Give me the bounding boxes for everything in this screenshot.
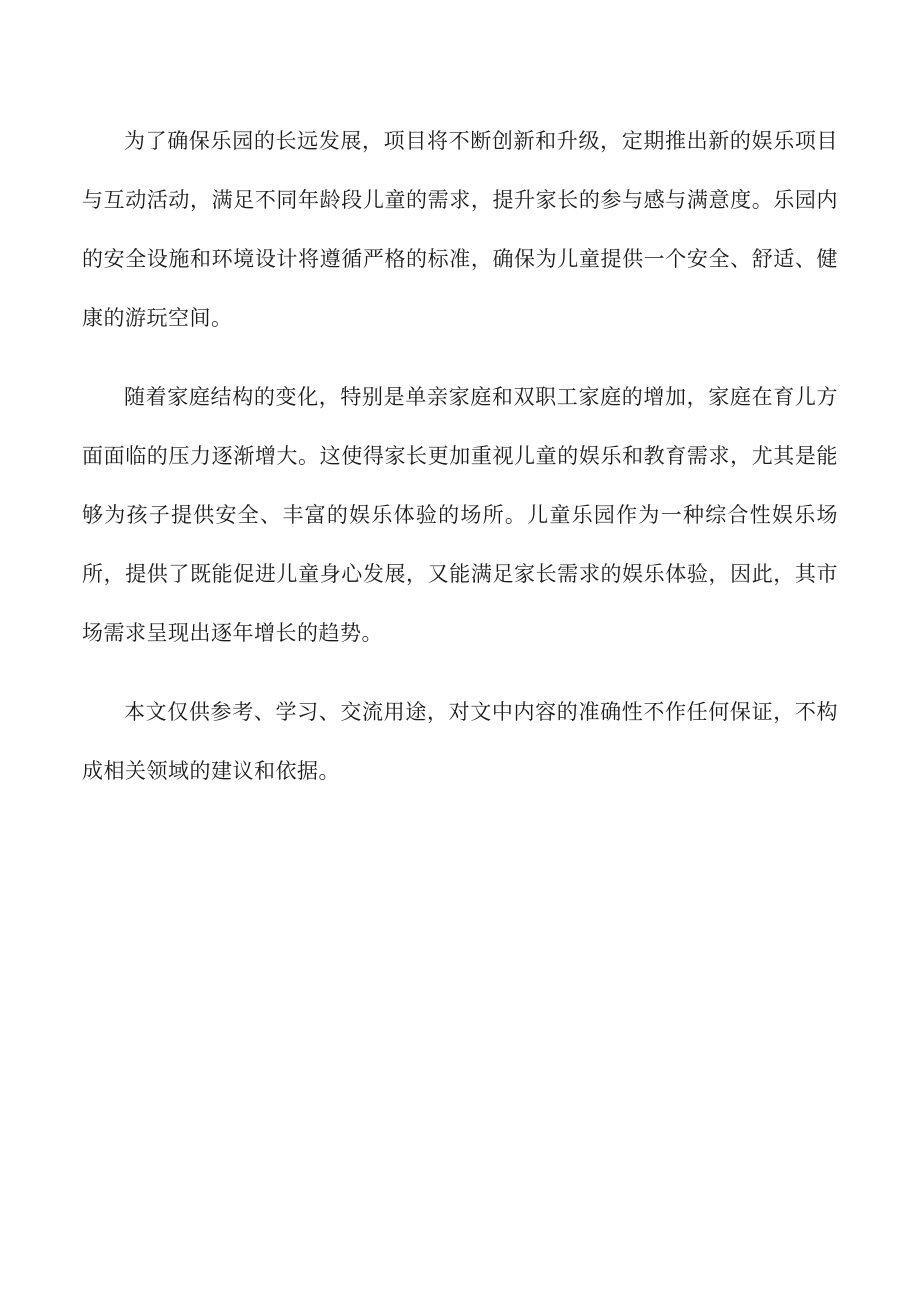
paragraph-disclaimer: 本文仅供参考、学习、交流用途，对文中内容的准确性不作任何保证，不构成相关领域的建议和依据。	[82, 700, 838, 783]
document-body	[82, 112, 838, 821]
paragraph-development: 为了确保乐园的长远发展，项目将不断创新和升级，定期推出新的娱乐项目与互动活动，满足不同年龄段儿童的需求，提升家长的参与感与满意度。乐园内的安全设施和环境设计将遵循严格的标准，确保为儿童提供一个安全、舒适、健康的游玩空间。	[82, 129, 838, 330]
paragraph-market-demand: 随着家庭结构的变化，特别是单亲家庭和双职工家庭的增加，家庭在育儿方面面临的压力逐渐增大。这使得家长更加重视儿童的娱乐和教育需求，尤其是能够为孩子提供安全、丰富的娱乐体验的场所。儿童乐园作为一种综合性娱乐场所，提供了既能促进儿童身心发展，又能满足家长需求的娱乐体验，因此，其市场需求呈现出逐年增长的趋势。	[82, 385, 838, 645]
